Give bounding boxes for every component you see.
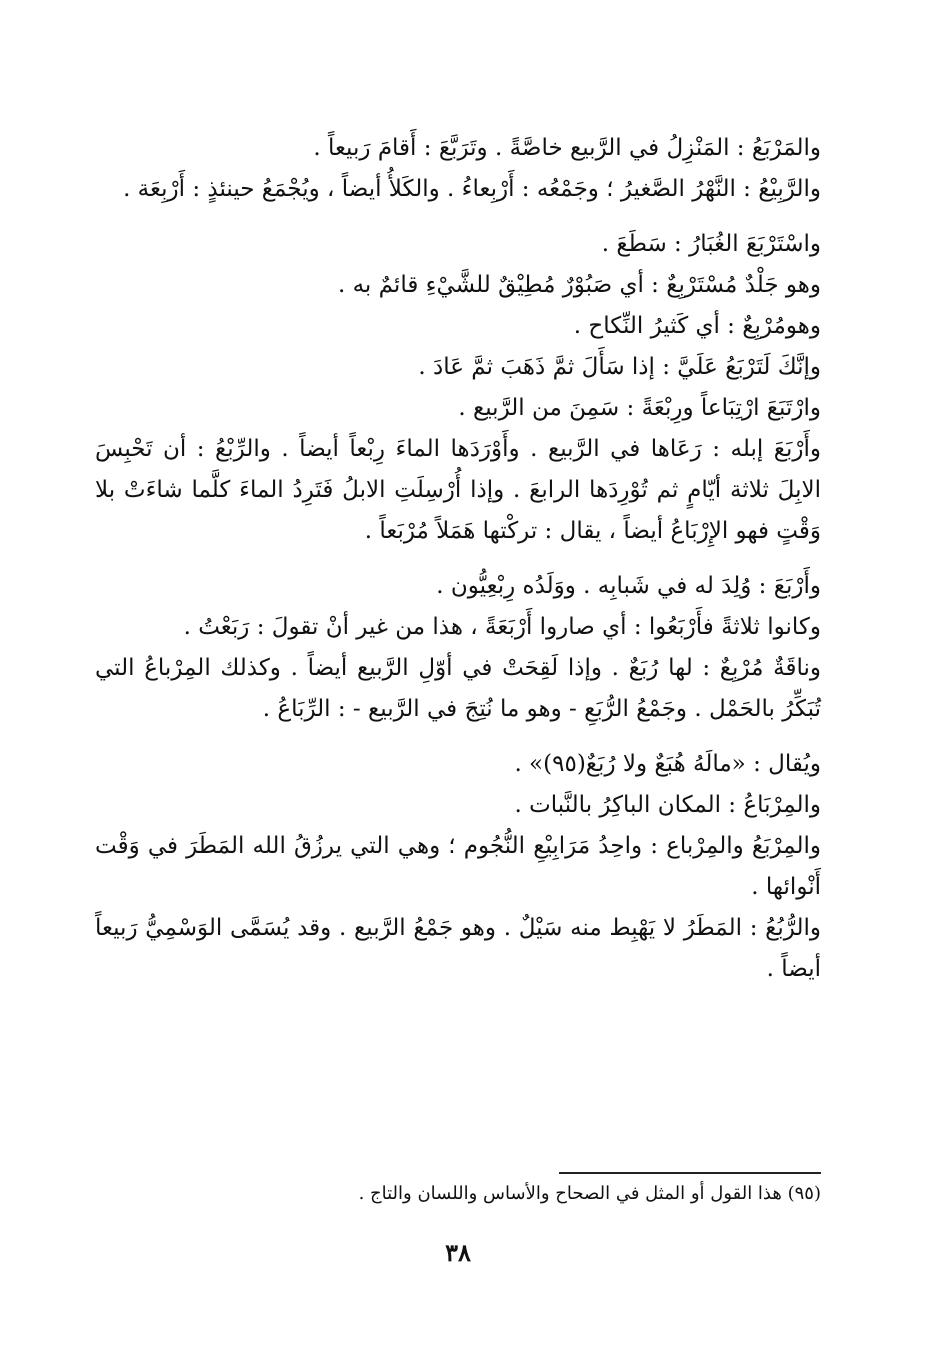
- page-number: ٣٨: [445, 1238, 471, 1267]
- paragraph-marabi: والمِرْبَعُ والمِرْباع : واحِدُ مَرَابِيْعِ النُّجُوم ؛ وهي التي يرزُقُ الله المَطَرَ في وَقْت أَنْوائها .: [95, 833, 821, 900]
- paragraph-rubu: والرُّبُعُ : المَطَرُ لا يَهْبِط منه سَيْلٌ . وهو جَمْعُ الرَّبيع . وقد يُسَمَّى الوَسْمِيُّ رَبيعاً أيضاً .: [95, 915, 821, 982]
- paragraph-mirba: والمِرْبَاعُ : المكان الباكِرُ بالنَّبات .: [514, 792, 821, 818]
- paragraph-arba-ibil: وأَرْبَعَ إبله : رَعَاها في الرَّبيع . وأَوْرَدَها الماءَ رِبْعاً أيضاً . والرِّبْعُ : أن تَحْبِسَ الابِلَ ثلاثة أيّامٍ ثم تُوْرِدَها الرابعَ . وإذا أُرْسِلَتِ الابلُ فَتَرِدُ الماءَ كلَّما شاءَتْ بلا وَقْتٍ فهو الإِرْبَاعُ أيضاً ، يقال : تركْتها هَمَلاً مُرْبَعاً .: [95, 436, 821, 544]
- paragraph-naqa: وناقَةٌ مُرْبِعٌ : لها رُبَعٌ . وإذا لَقِحَتْ في أوّلِ الرَّبيع أيضاً . وكذلك المِرْباعُ التي تُبَكِّرُ بالحَمْل . وجَمْعُ الرُّبَعِ - وهو ما نُتِجَ في الرَّبيع - : الرِّبَاعُ .: [95, 655, 821, 722]
- paragraph-thalatha: وكانوا ثلاثةً فأَرْبَعُوا : أي صاروا أَرْبَعَةً ، هذا من غير أنْ تقولَ : رَبَعْتُ .: [183, 614, 821, 640]
- paragraph-gap: [95, 730, 821, 744]
- paragraph-rabi: والرَّبِيْعُ : النَّهْرُ الصَّغيرُ ؛ وجَمْعُه : أَرْبِعاءُ . والكَلأُ أيضاً ، ويُجْمَعُ حينئذٍ : أَرْبِعَة .: [123, 176, 821, 202]
- paragraph-istarba: واسْتَرْبَعَ الغُبَارُ : سَطَعَ .: [601, 231, 821, 257]
- paragraph-gap: [95, 210, 821, 224]
- page-body: [95, 128, 821, 1368]
- paragraph-murbi: وهومُرْبِعٌ : أي كَثيرُ النِّكاح .: [573, 313, 821, 339]
- paragraph-tarba: وإنَّكَ لَتَرْبَعُ عَلَيَّ : إذا سَأَلَ ثمَّ ذَهَبَ ثمَّ عَادَ .: [418, 354, 821, 380]
- paragraph-arba-wulida: وأَرْبَعَ : وُلِدَ له في شَبابِه . ووَلَدُه رِبْعِيُّون .: [436, 573, 821, 599]
- paragraph-yuqal: ويُقال : «مالَهُ هُبَعٌ ولا رُبَعٌ(٩٥)» .: [514, 751, 821, 777]
- paragraph-gap: [95, 552, 821, 566]
- paragraph-mustarbi: وهو جَلْدٌ مُسْتَرْبِعٌ : أي صَبُوْرٌ مُطِيْقٌ للشَّيْءِ قائمٌ به .: [337, 272, 821, 298]
- footnote-separator: [559, 1172, 821, 1174]
- paragraph-marba: والمَرْبَعُ : المَنْزِلُ في الرَّبيع خاصَّةً . وتَرَبَّعَ : أَقامَ رَبيعاً .: [313, 135, 821, 161]
- footnote: (٩٥) هذا القول أو المثل في الصحاح والأساس واللسان والتاج .: [358, 1183, 821, 1204]
- text-block: [95, 128, 821, 990]
- paragraph-irtaba: وارْتَبَعَ ارْتِبَاعاً ورِبْعَةً : سَمِنَ من الرَّبيع .: [458, 395, 821, 421]
